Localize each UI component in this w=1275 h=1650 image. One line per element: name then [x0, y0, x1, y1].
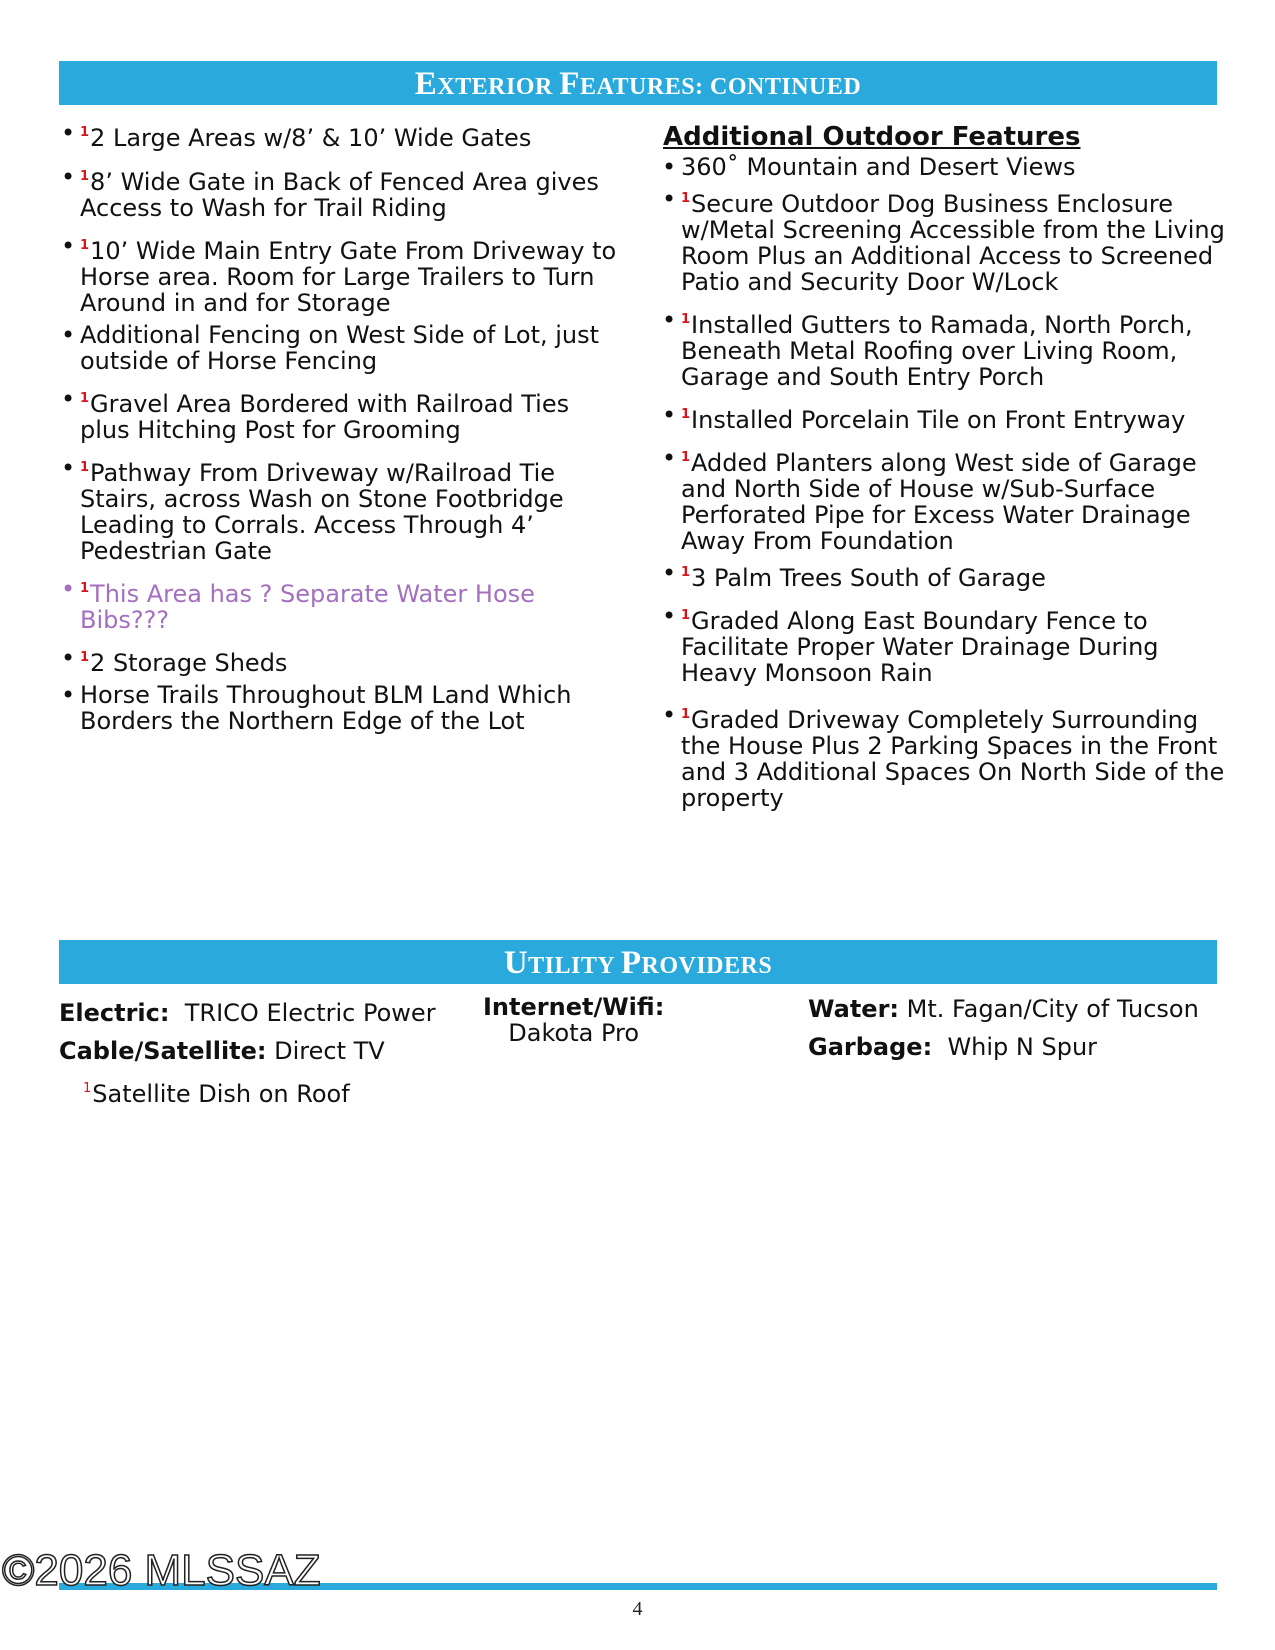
cable-value: Direct TV: [274, 1037, 385, 1065]
list-item-note: • $^1$This Area has ? Separate Water Hose Bibs???: [59, 576, 619, 633]
list-item: • $^1$2 Storage Sheds: [59, 645, 619, 676]
list-item: • Horse Trails Throughout BLM Land Which Borders the Northern Edge of the Lot: [59, 682, 619, 734]
list-item: • $^1$Pathway From Driveway w/Railroad Tie Stairs, across Wash on Stone Footbridge Leading to Corrals. Access Through 4’ Pedestrian Gate: [59, 455, 619, 564]
footnote-mark: 1: [681, 608, 691, 623]
list-item: • Additional Fencing on West Side of Lot, just outside of Horse Fencing: [59, 322, 619, 374]
footnote-mark: 1: [681, 707, 691, 722]
exterior-features-right-column: [660, 120, 1240, 811]
footnote-mark: 1: [681, 191, 691, 206]
list-item: • $^1$3 Palm Trees South of Garage: [660, 560, 1240, 591]
list-item: • $^1$Installed Gutters to Ramada, North Porch, Beneath Metal Roofing over Living Room, Garage and South Entry Porch: [660, 307, 1240, 390]
garbage-value: Whip N Spur: [947, 1033, 1098, 1061]
list-item: • $^1$Gravel Area Bordered with Railroad Ties plus Hitching Post for Grooming: [59, 386, 619, 443]
exterior-features-list: [59, 120, 619, 734]
list-item: • 360˚ Mountain and Desert Views: [660, 154, 1240, 180]
list-item: • $^1$10’ Wide Main Entry Gate From Driveway to Horse area. Room for Large Trailers to Turn Around in and for Storage: [59, 233, 619, 316]
list-item: • $^1$Installed Porcelain Tile on Front Entryway: [660, 402, 1240, 433]
footnote-mark: 1: [80, 650, 90, 665]
footnote-mark: 1: [681, 450, 691, 465]
exterior-features-left-column: [59, 120, 619, 734]
list-item: • $^1$Secure Outdoor Dog Business Enclosure w/Metal Screening Accessible from the Living Room Plus an Additional Access to Screened Patio and Security Door W/Lock: [660, 186, 1240, 295]
electric-label: Electric:: [59, 999, 170, 1027]
footnote-mark: 1: [80, 581, 90, 596]
garbage-label: Garbage:: [808, 1033, 933, 1061]
footnote-mark: 1: [80, 125, 90, 140]
footnote-mark: 1: [80, 460, 90, 475]
section-header-utility-providers: UTILITY PROVIDERS: [59, 940, 1217, 984]
list-item: • $^1$Added Planters along West side of Garage and North Side of House w/Sub-Surface Perforated Pipe for Excess Water Drainage Away From Foundation: [660, 445, 1240, 554]
copyright-watermark: ©2026 MLSSAZ: [2, 1546, 321, 1595]
footnote-mark: 1: [681, 565, 691, 580]
footnote-mark: 1: [80, 391, 90, 406]
garbage-provider: [808, 1028, 1199, 1066]
footnote-mark: 1: [83, 1081, 92, 1096]
additional-outdoor-features-heading: Additional Outdoor Features: [663, 122, 1081, 152]
internet-value: Dakota Pro: [508, 1019, 640, 1047]
water-value: Mt. Fagan/City of Tucson: [906, 995, 1199, 1023]
list-item: • $^1$Graded Along East Boundary Fence to Facilitate Proper Water Drainage During Heavy Monsoon Rain: [660, 603, 1240, 686]
utility-column-water-garbage: [808, 990, 1199, 1066]
utility-column-internet: [483, 994, 664, 1046]
cable-note: $^1$Satellite Dish on Roof: [83, 1080, 350, 1108]
cable-provider: [59, 1032, 436, 1070]
cable-label: Cable/Satellite:: [59, 1037, 267, 1065]
section-header-exterior-features: EXTERIOR FEATURES: CONTINUED: [59, 61, 1217, 105]
list-item: • $^1$Graded Driveway Completely Surrounding the House Plus 2 Parking Spaces in the Front and 3 Additional Spaces On North Side of the property: [660, 702, 1240, 811]
footnote-mark: 1: [80, 238, 90, 253]
footnote-mark: 1: [681, 312, 691, 327]
additional-outdoor-features-list: [660, 154, 1240, 811]
electric-provider: [59, 994, 436, 1032]
water-label: Water:: [808, 995, 899, 1023]
electric-value: TRICO Electric Power: [184, 999, 436, 1027]
footnote-mark: 1: [80, 169, 90, 184]
footnote-mark: 1: [681, 407, 691, 422]
page-number: 4: [632, 1598, 643, 1620]
utility-column-electric-cable: [59, 994, 436, 1113]
list-item: • $^1$8’ Wide Gate in Back of Fenced Area gives Access to Wash for Trail Riding: [59, 164, 619, 221]
list-item: • $^1$2 Large Areas w/8’ & 10’ Wide Gates: [59, 120, 619, 151]
water-provider: [808, 990, 1199, 1028]
internet-label: Internet/Wifi:: [483, 993, 665, 1021]
